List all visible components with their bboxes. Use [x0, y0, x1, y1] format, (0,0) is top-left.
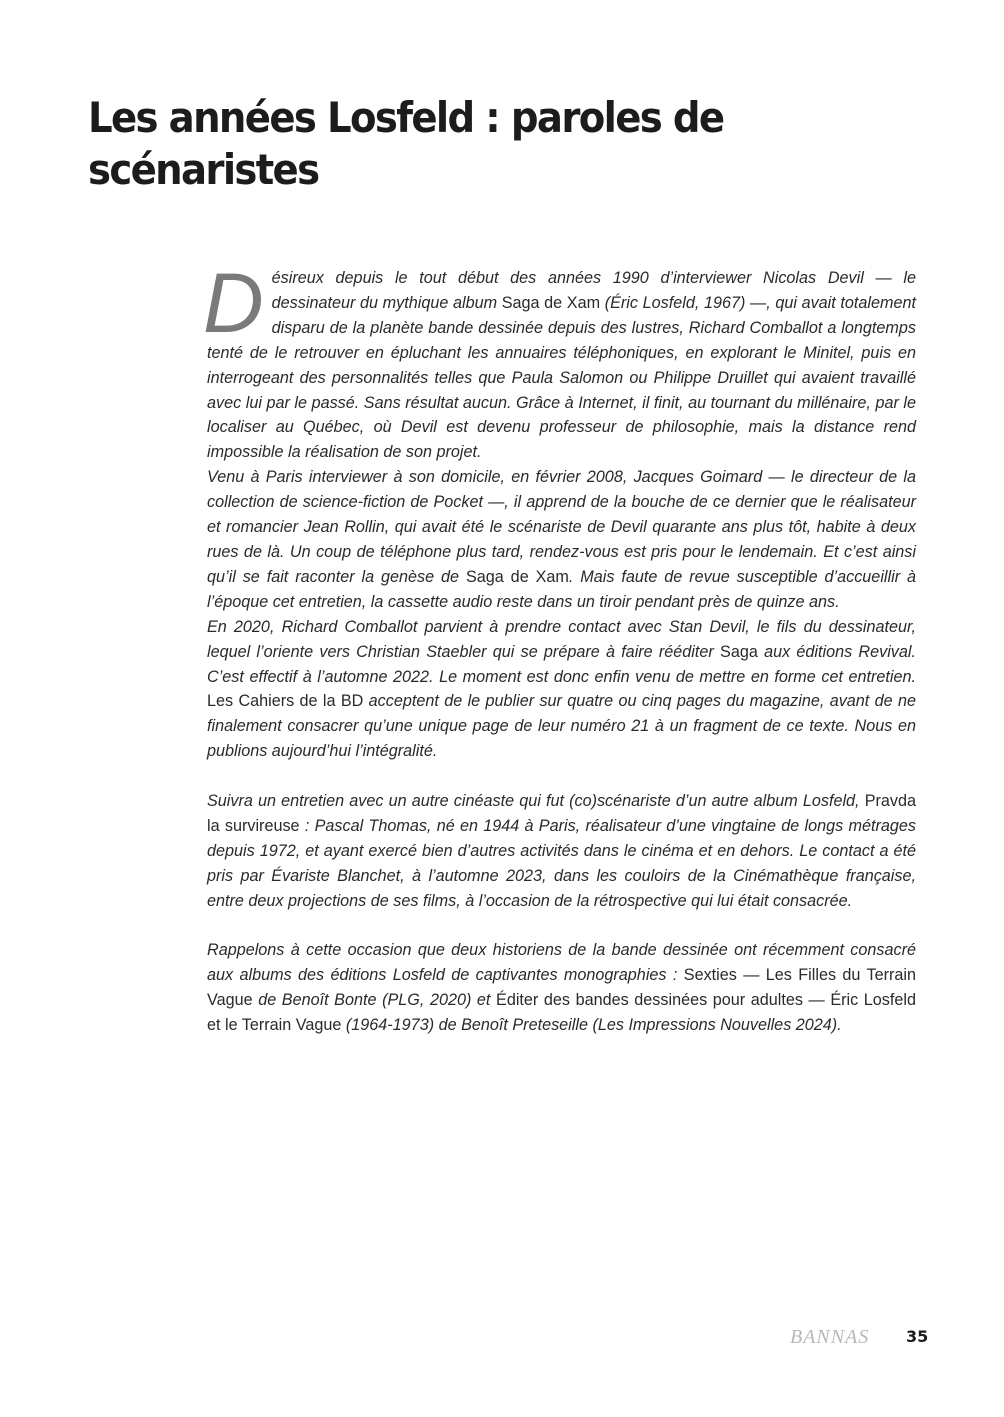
bannas-logo: BANNAS [790, 1326, 870, 1348]
work-title: Saga de Xam [501, 293, 601, 312]
text-span: de Benoît Bonte (PLG, 2020) et [252, 991, 497, 1010]
work-title: Pravda la survireuse [207, 792, 916, 835]
text-span: aux éditions Revival. C’est effectif à l’automne 2022. Le moment est donc enfin venu de mettre en forme cet entretien. [207, 642, 916, 686]
text-span: (Éric Losfeld, 1967) —, qui avait totalement disparu de la planète bande dessinée depuis des lustres, Richard Comballot a longtemps tenté de le retrouver en épluchant les annuaires téléphoniques, en explorant le Minitel, puis en interrogeant des personnalités telles que Paula Salomon ou Philippe Druillet qui avaient travaillé avec lui par le passé. Sans résultat aucun. Grâce à Internet, il finit, au tournant du millénaire, par le localiser au Québec, où Devil est devenu professeur de philosophie, mais la distance rend impossible la réalisation de son projet. [207, 293, 916, 462]
text-span: (1964-1973) de Benoît Preteseille (Les Impressions Nouvelles 2024). [341, 1016, 842, 1035]
magazine-title: Les Cahiers de la BD [207, 692, 364, 711]
work-title: Saga de Xam [465, 567, 569, 586]
work-title: Saga [720, 642, 758, 661]
book-title: Sexties — Les Filles du Terrain Vague [207, 966, 916, 1010]
article-body [203, 256, 917, 1038]
drop-cap: D [203, 256, 264, 350]
book-title: Éditer des bandes dessinées pour adultes — Éric Losfeld et le Terrain Vague [207, 991, 916, 1035]
paragraph-goimard [207, 465, 916, 614]
text-span: Venu à Paris interviewer à son domicile, en février 2008, Jacques Goimard — le directeur de la collection de science-fiction de Pocket —, il apprend de la bouche de ce dernier que le réalisateur et romancier Jean Rollin, qui avait été le scénariste de Devil quarante ans plus tôt, habite à deux rues de là. Un coup de téléphone plus tard, rendez-vous est pris pour le lendemain. Et c’est ainsi qu’il se fait raconter la genèse de [207, 468, 916, 586]
page-title: Les années Losfeld : paroles de scénaristes [88, 93, 724, 194]
paragraph-2020 [207, 615, 916, 764]
text-span: . Mais faute de revue susceptible d’accueillir à l’époque cet entretien, la cassette audio reste dans un tiroir pendant près de quinze ans. [207, 567, 917, 611]
paragraph-intro [203, 256, 916, 465]
text-span: Rappelons à cette occasion que deux historiens de la bande dessinée ont récemment consacré aux albums des éditions Losfeld de captivantes monographies : [207, 941, 916, 985]
text-span: acceptent de le publier sur quatre ou cinq pages du magazine, avant de ne finalement consacrer qu’une unique page de leur numéro 21 à un fragment de ce texte. Nous en publions aujourd’hui l’intégralité. [207, 692, 916, 761]
paragraph-monographs [207, 938, 916, 1038]
text-span: : Pascal Thomas, né en 1944 à Paris, réalisateur d’une vingtaine de longs métrages depuis 1972, et ayant exercé bien d’autres activités dans le cinéma et en dehors. Le contact a été pris par Évariste Blanchet, à l’automne 2023, dans les couloirs de la Cinémathèque française, entre deux projections de ses films, à l’occasion de la rétrospective qui lui était consacrée. [207, 816, 916, 910]
text-span: ésireux depuis le tout début des années 1990 d’interviewer Nicolas Devil — le dessinateur du mythique album [271, 269, 916, 312]
text-span: Suivra un entretien avec un autre cinéaste qui fut (co)scénariste d’un autre album Losfeld, [207, 792, 865, 811]
text-span: En 2020, Richard Comballot parvient à prendre contact avec Stan Devil, le fils du dessinateur, lequel l’oriente vers Christian Staebler qui se prépare à faire rééditer [207, 617, 916, 661]
paragraph-thomas [207, 789, 916, 914]
page-number: 35 [906, 1327, 929, 1346]
